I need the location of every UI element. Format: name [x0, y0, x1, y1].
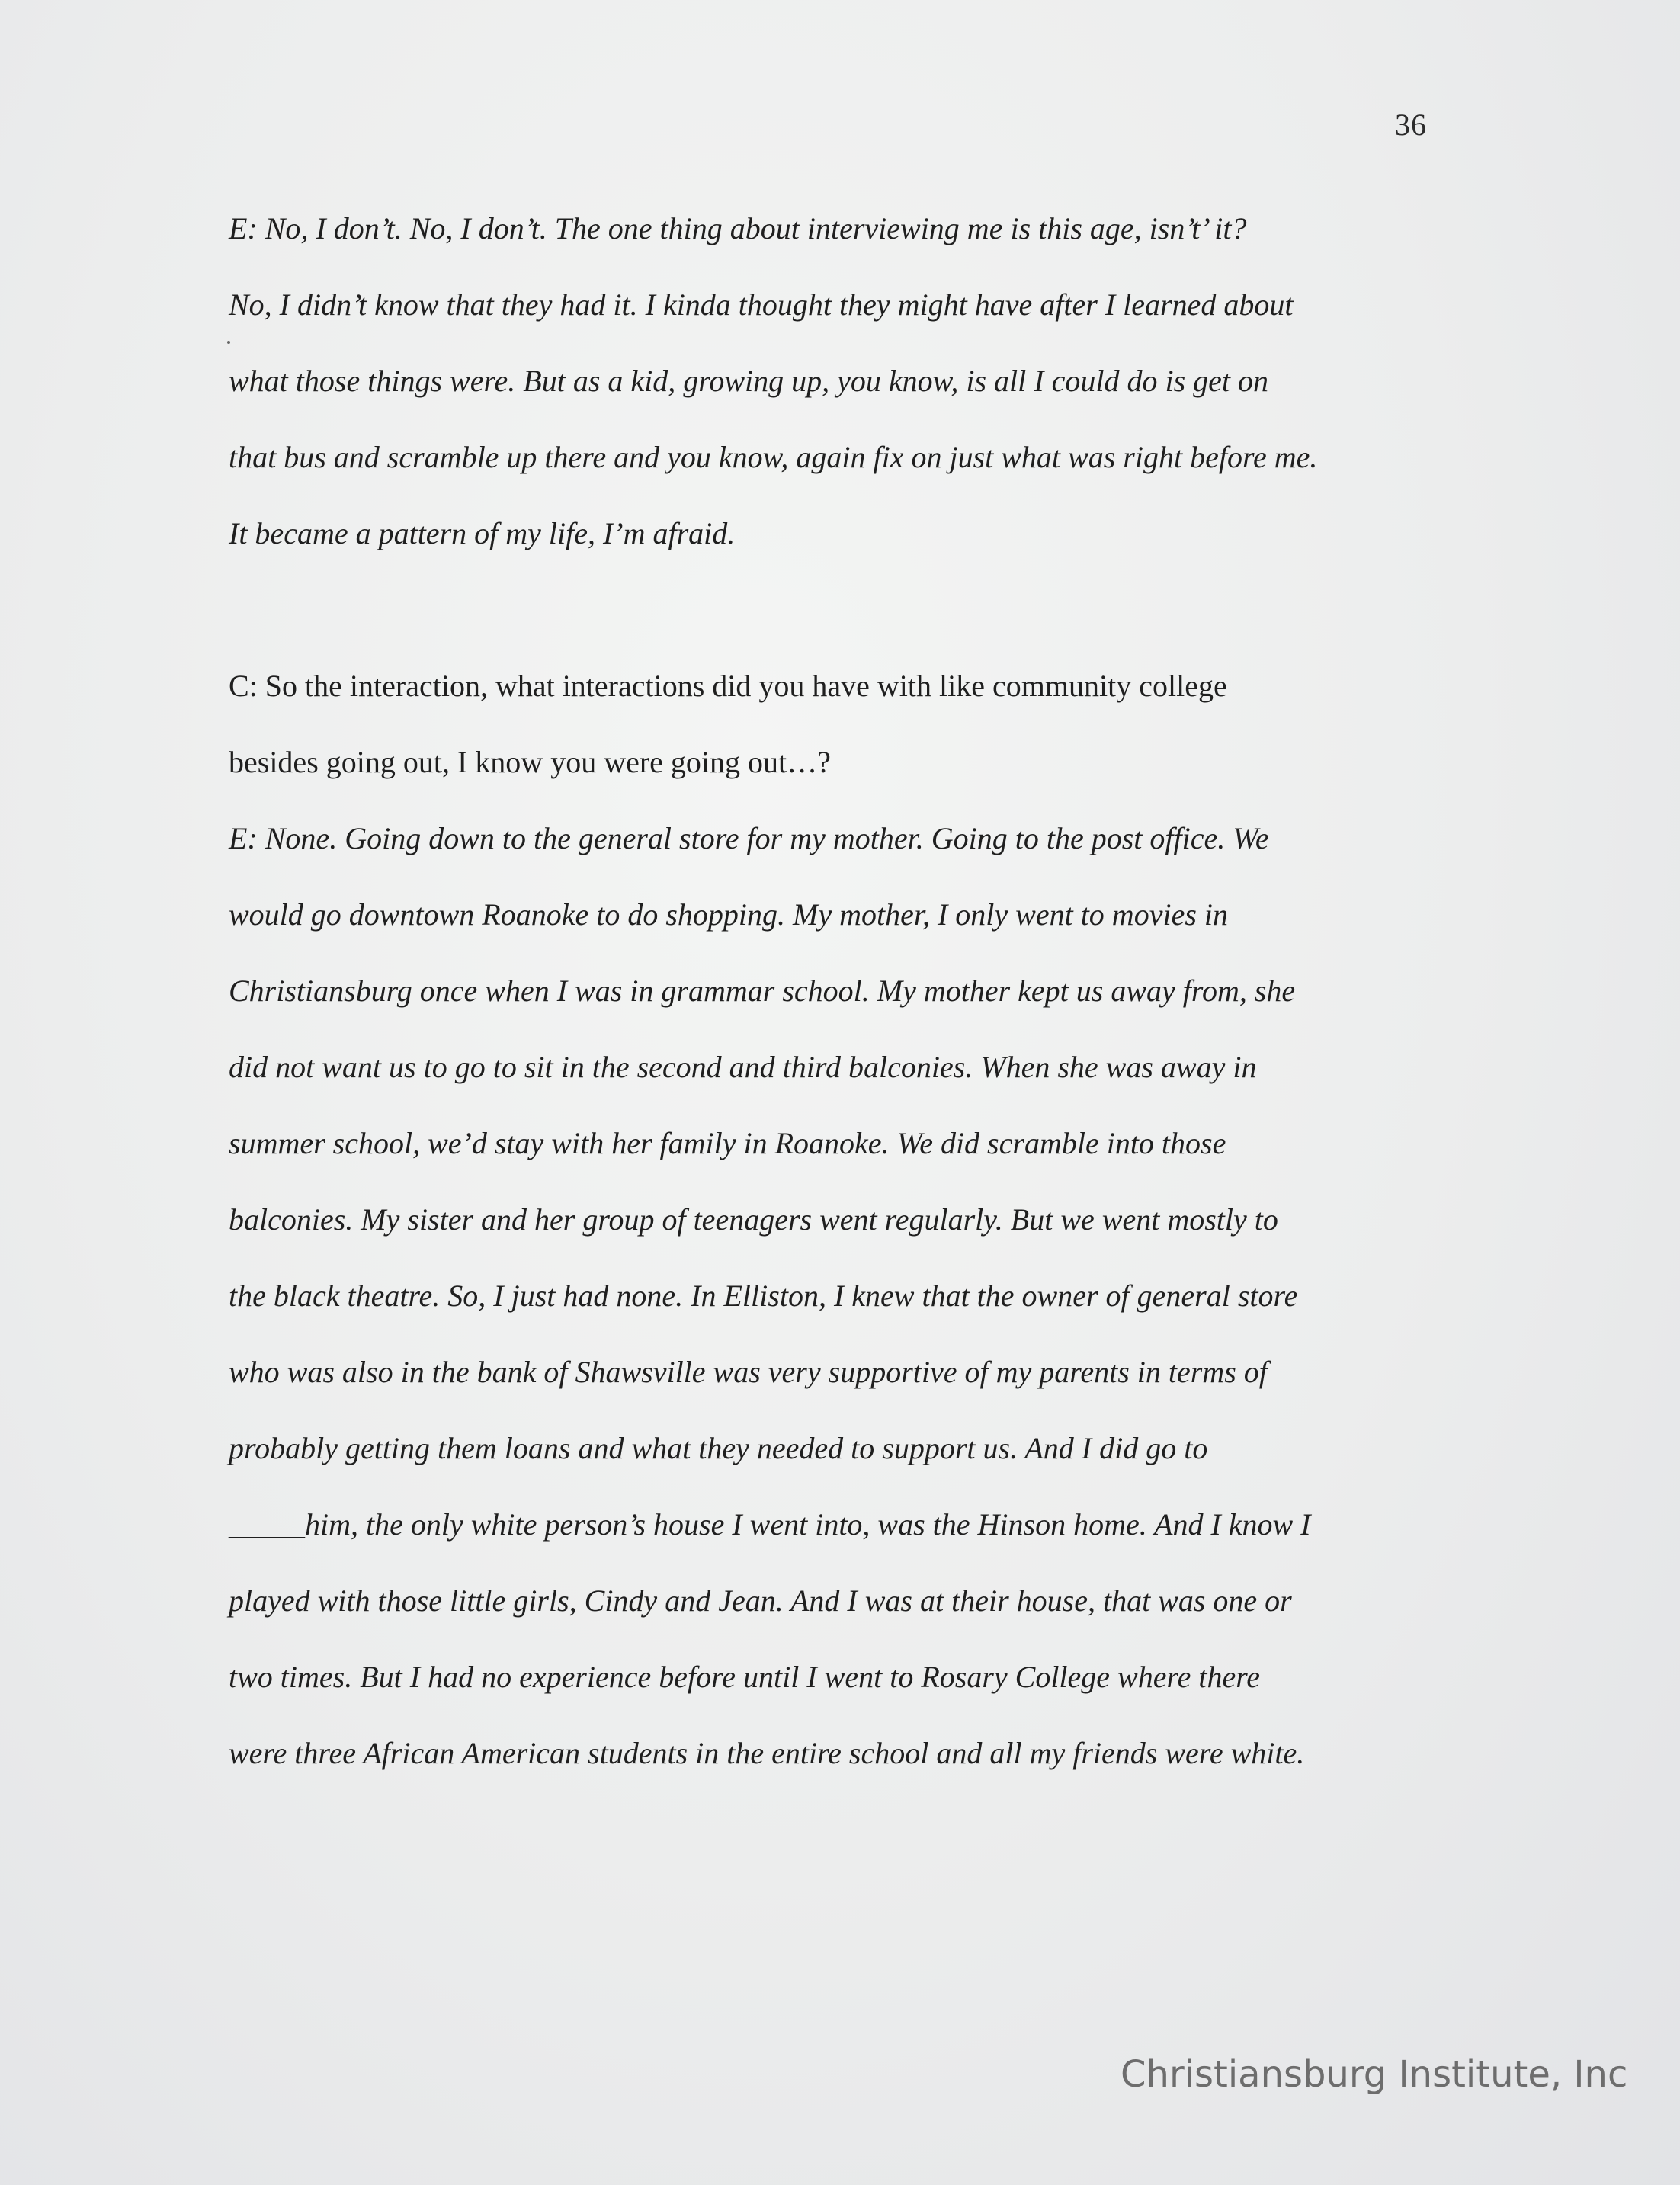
- watermark: Christiansburg Institute, Inc: [1121, 2053, 1628, 2096]
- paragraph-line: that bus and scramble up there and you know, again fix on just what was right before me.: [229, 440, 1318, 474]
- paragraph-e-response-1: [229, 191, 1448, 572]
- paragraph-line: balconies. My sister and her group of teenagers went regularly. But we went mostly to: [229, 1202, 1278, 1237]
- paragraph-line: did not want us to go to sit in the second and third balconies. When she was away in: [229, 1050, 1257, 1084]
- paragraph-line: besides going out, I know you were going out…?: [229, 745, 831, 779]
- paragraph-line: It became a pattern of my life, I’m afraid.: [229, 516, 736, 550]
- paragraph-line: probably getting them loans and what they needed to support us. And I did go to: [229, 1431, 1208, 1465]
- paragraph-line: played with those little girls, Cindy and Jean. And I was at their house, that was one or: [229, 1583, 1292, 1618]
- paragraph-line: E: No, I don’t. No, I don’t. The one thing about interviewing me is this age, isn’t’ it?: [229, 211, 1247, 245]
- paragraph-line: were three African American students in the entire school and all my friends were white.: [229, 1736, 1305, 1770]
- paragraph-e-response-2: [229, 801, 1448, 1792]
- paragraph-c-question: [229, 648, 1448, 801]
- paragraph-line: _____him, the only white person’s house I went into, was the Hinson home. And I know I: [229, 1507, 1311, 1542]
- paragraph-line: who was also in the bank of Shawsville was very supportive of my parents in terms of: [229, 1355, 1268, 1389]
- scan-speck: [227, 341, 230, 344]
- paragraph-line: C: So the interaction, what interactions did you have with like community college: [229, 669, 1227, 703]
- paragraph-line: what those things were. But as a kid, growing up, you know, is all I could do is get on: [229, 364, 1269, 398]
- page-number: 36: [1395, 107, 1427, 142]
- paragraph-line: two times. But I had no experience before until I went to Rosary College where there: [229, 1660, 1261, 1694]
- paragraph-line: would go downtown Roanoke to do shopping. My mother, I only went to movies in: [229, 897, 1228, 932]
- paragraph-line: summer school, we’d stay with her family in Roanoke. We did scramble into those: [229, 1126, 1226, 1160]
- paragraph-line: Christiansburg once when I was in grammar school. My mother kept us away from, she: [229, 974, 1296, 1008]
- paragraph-line: E: None. Going down to the general store for my mother. Going to the post office. We: [229, 821, 1269, 855]
- paragraph-line: No, I didn’t know that they had it. I kinda thought they might have after I learned about: [229, 287, 1294, 322]
- paragraph-line: the black theatre. So, I just had none. In Elliston, I knew that the owner of general store: [229, 1279, 1298, 1313]
